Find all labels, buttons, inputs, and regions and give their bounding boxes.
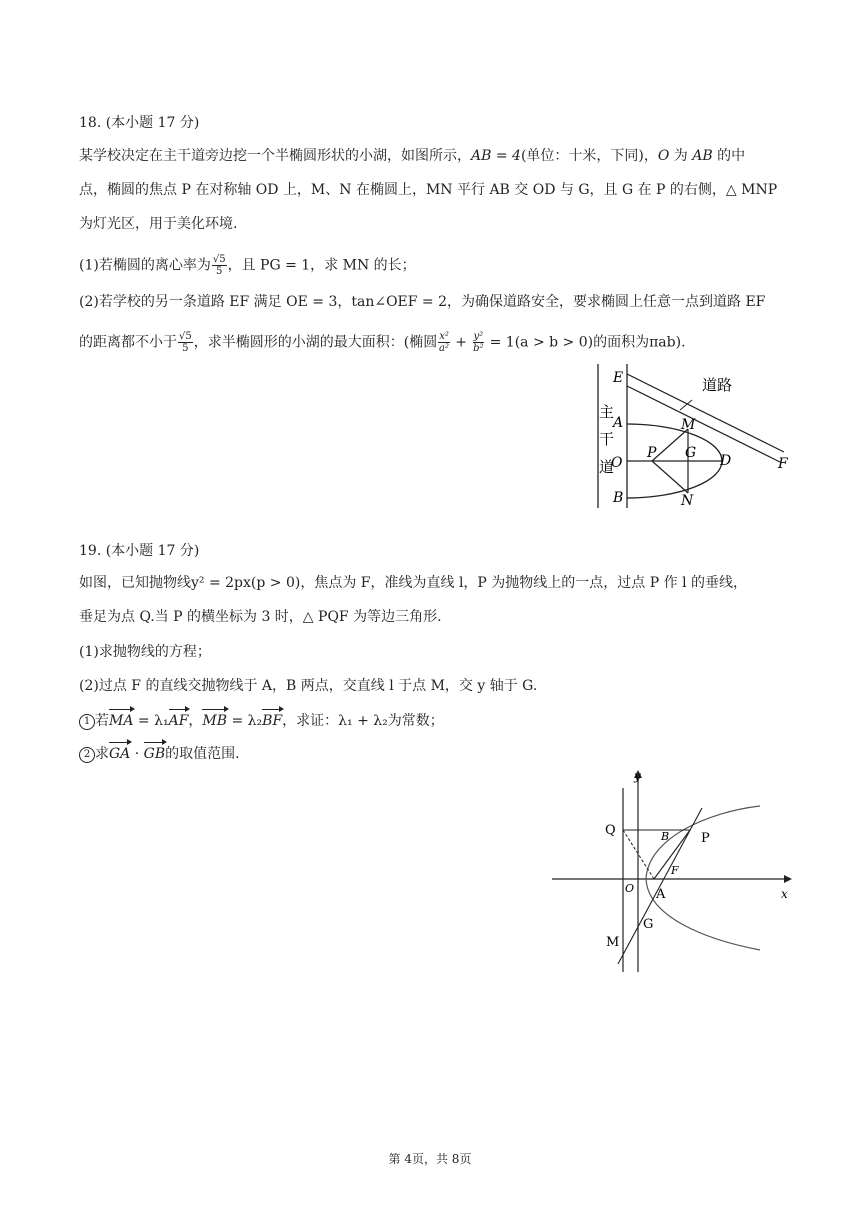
fraction-den: b² [473, 343, 484, 354]
q19-part1: (1)求抛物线的方程； [79, 644, 211, 660]
vector-ga: GA [109, 746, 131, 762]
q19-part2: (2)过点 F 的直线交抛物线于 A，B 两点，交直线 l 于点 M，交 y 轴于 G. [79, 678, 538, 694]
circled-number-2: 2 [79, 747, 95, 763]
text: ，求证：λ₁ + λ₂为常数； [282, 713, 444, 729]
label-main-3: 道 [599, 458, 615, 476]
vector-gb: GB [143, 746, 166, 762]
text: 的距离都不小于 [79, 334, 177, 351]
fraction-y [473, 331, 485, 354]
fraction-x [438, 331, 450, 354]
text: (1)若椭圆的离心率为 [79, 257, 211, 274]
q18-paragraph-line3: 为灯光区，用于美化环境. [79, 216, 238, 232]
math: AB = 4 [471, 148, 521, 164]
circled-number-1: 1 [79, 714, 95, 730]
fraction [178, 331, 193, 354]
segment-pm [652, 429, 688, 461]
label-m: M [681, 417, 696, 433]
math: AB [692, 148, 713, 164]
text: ， [188, 713, 203, 729]
label-f: F [778, 456, 788, 472]
segment-pn [652, 461, 688, 493]
q18-figure [592, 362, 792, 510]
q19-paragraph-line1: 如图，已知抛物线y² = 2px(p > 0)，焦点为 F，准线为直线 l，P 为抛物线上的一点，过点 P 作 l 的垂线， [79, 575, 747, 591]
fraction-num: x² [439, 331, 449, 342]
label-g: G [643, 917, 654, 932]
text: 若 [95, 713, 109, 729]
page-footer: 第 4页，共 8页 [388, 1152, 472, 1166]
label-b: B [613, 490, 624, 506]
label-g: G [685, 445, 697, 461]
vector-mb: MB [202, 713, 228, 729]
text: 为 [669, 148, 693, 164]
label-b: B [661, 830, 670, 843]
text: ，且 PG = 1，求 MN 的长； [227, 257, 416, 274]
fraction-num: y² [473, 331, 484, 342]
label-road: 道路 [702, 376, 733, 394]
label-main-1: 主 [599, 403, 615, 421]
q19-part2-2 [79, 744, 240, 764]
x-axis-arrow [784, 875, 792, 883]
label-a: A [613, 415, 624, 431]
fraction-num: √5 [179, 331, 192, 342]
text: = λ₂ [227, 713, 263, 729]
fraction [212, 254, 227, 277]
label-f: F [671, 864, 679, 877]
vector-bf: BF [262, 713, 283, 729]
label-p: P [701, 831, 710, 846]
label-o: O [625, 882, 635, 895]
q18-part2-line1: (2)若学校的另一条道路 EF 满足 OE = 3，tan∠OEF = 2，为确保道路安全，要求椭圆上任意一点到道路 EF [79, 294, 766, 310]
q18-part1 [79, 254, 416, 277]
fraction-den: a² [439, 343, 450, 354]
fraction-den: 5 [182, 343, 189, 354]
text: 求 [95, 746, 109, 762]
q18-part2-line2 [79, 331, 686, 354]
q18-paragraph-line2: 点，椭圆的焦点 P 在对称轴 OD 上，M、N 在椭圆上，MN 平行 AB 交 OD 与 G，且 G 在 P 的右侧，△ MNP [79, 182, 778, 198]
q18-title: 18. (本小题 17 分) [79, 115, 200, 131]
q19-figure [548, 768, 798, 974]
label-n: N [681, 493, 694, 509]
vector-ma: MA [109, 713, 134, 729]
text: 的取值范围. [165, 746, 240, 762]
q19-paragraph-line2: 垂足为点 Q.当 P 的横坐标为 3 时，△ PQF 为等边三角形. [79, 609, 442, 625]
text: = λ₁ [133, 713, 169, 729]
label-e: E [613, 370, 624, 386]
label-x: x [781, 887, 788, 901]
label-d: D [720, 453, 732, 469]
text: · [130, 746, 144, 762]
vector-af: AF [168, 713, 189, 729]
label-m: M [606, 935, 620, 950]
text: ，求半椭圆形的小湖的最大面积：(椭圆 [193, 334, 438, 351]
label-y: y [634, 769, 641, 783]
parabola [646, 806, 760, 950]
q19-title: 19. (本小题 17 分) [79, 543, 200, 559]
label-main-2: 干 [599, 430, 615, 448]
label-p: P [647, 445, 657, 461]
fraction-num: √5 [212, 254, 226, 265]
math: O [657, 148, 670, 164]
text: 某学校决定在主干道旁边挖一个半椭圆形状的小湖，如图所示， [79, 148, 471, 164]
fraction-den: 5 [216, 266, 223, 277]
label-q: Q [605, 823, 616, 838]
plus: + [450, 334, 472, 351]
label-a: A [656, 887, 666, 902]
text: 的中 [712, 148, 746, 164]
text: = 1(a > b > 0)的面积为πab). [485, 334, 686, 351]
q19-part2-1 [79, 711, 444, 731]
label-o: O [611, 455, 623, 471]
q18-paragraph-line1 [79, 146, 745, 166]
text: (单位：十米，下同)， [520, 148, 658, 164]
